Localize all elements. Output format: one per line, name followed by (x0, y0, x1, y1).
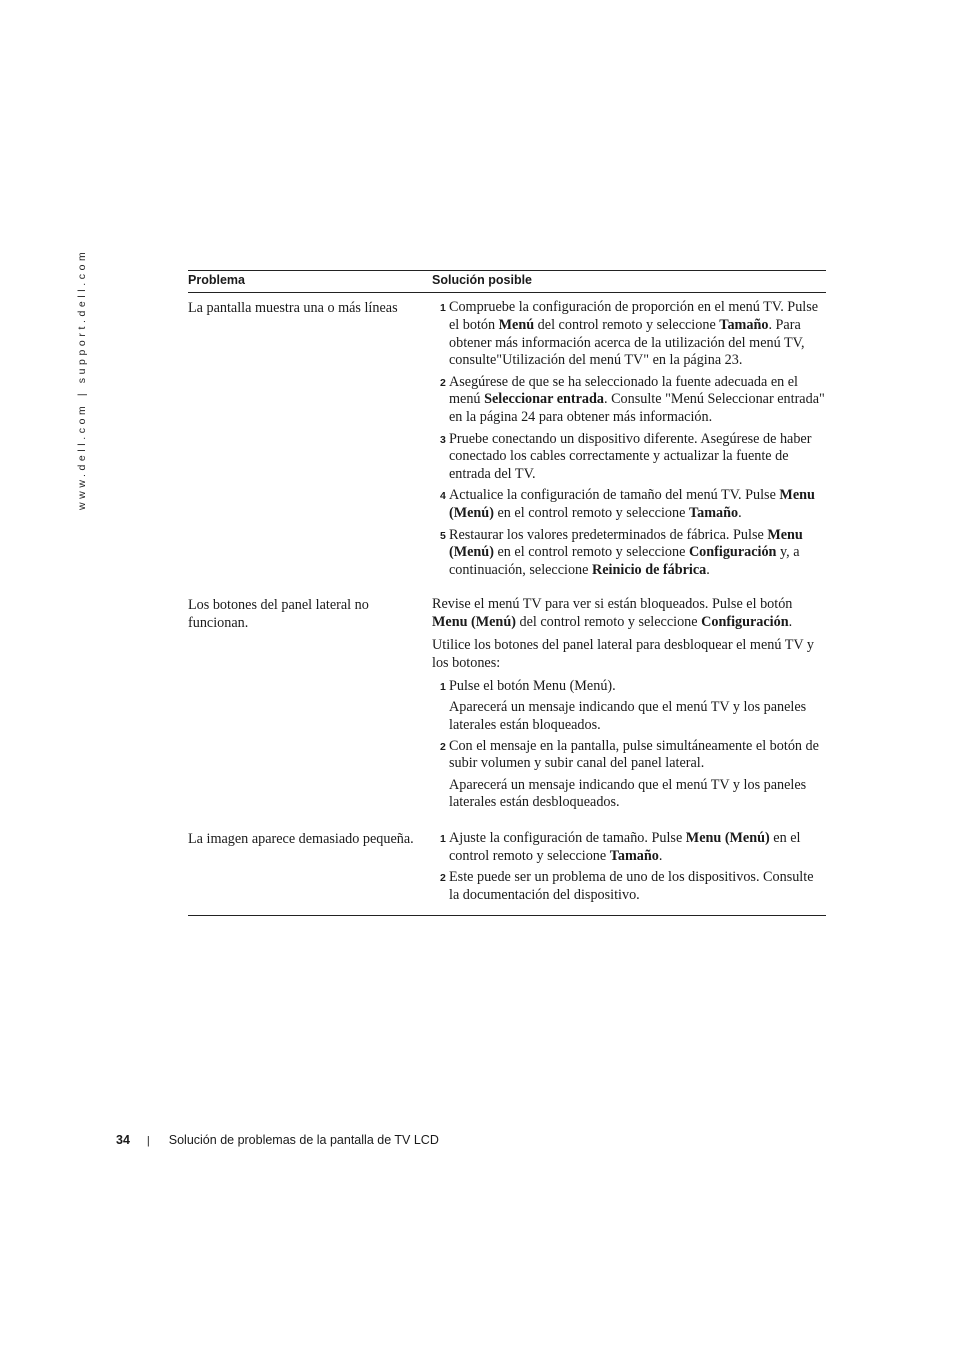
solution-step (432, 527, 826, 580)
table-header (188, 270, 826, 293)
step-number: 4 (440, 490, 446, 503)
step-number: 2 (440, 376, 446, 389)
solution-cell (432, 596, 826, 812)
step-text (449, 299, 818, 368)
step-text (449, 487, 815, 521)
solution-step (432, 299, 826, 370)
side-url: www.dell.com | support.dell.com (76, 248, 88, 510)
solution-cell (432, 299, 826, 580)
header-solution: Solución posible (432, 273, 533, 287)
text-run: Asegúrese de que se ha seleccionado la fuente adecuada en el menú (449, 373, 798, 408)
step-note: Aparecerá un mensaje indicando que el menú TV y los paneles laterales están bloqueados. (449, 698, 807, 733)
bold-term: Configuración (701, 614, 789, 631)
bold-term: Tamaño (609, 848, 659, 865)
bold-term: Tamaño (719, 316, 769, 333)
bold-term: Seleccionar entrada (484, 391, 604, 408)
text-run: . Para obtener más información acerca de la utilización del menú TV, consulte"Utilización del menú TV" en la página 23. (449, 316, 805, 369)
table-row (188, 587, 826, 821)
text-run: . (706, 562, 710, 579)
text-run: Revise el menú TV para ver si están bloqueados. Pulse el botón (432, 596, 793, 613)
solution-paragraph: Utilice los botones del panel lateral para desbloquear el menú TV y los botones: (432, 637, 815, 671)
text-run: en el control remoto y seleccione (493, 505, 689, 522)
text-run: Ajuste la configuración de tamaño. Pulse (449, 830, 686, 847)
solution-step (432, 374, 826, 427)
step-text (449, 830, 800, 864)
solution-step (432, 830, 826, 866)
step-number: 5 (440, 529, 446, 542)
bold-term: Menú (498, 316, 535, 333)
text-run: en el control remoto y seleccione (449, 830, 801, 865)
solution-paragraph (432, 596, 826, 632)
text-run: en el control remoto y seleccione (493, 544, 689, 561)
step-number: 3 (440, 433, 446, 446)
text-run: Restaurar los valores predeterminados de fábrica. Pulse (449, 526, 768, 543)
text-run: . (658, 848, 663, 865)
text-run: del control remoto y seleccione (534, 316, 720, 333)
text-run: y, a continuación, seleccione (449, 544, 800, 579)
header-problem: Problema (188, 273, 245, 287)
bold-term: Configuración (688, 544, 777, 561)
problem-cell: La imagen aparece demasiado pequeña. (188, 831, 414, 848)
step-text (449, 527, 803, 579)
footer-separator: | (146, 1135, 150, 1147)
bold-term: Reinicio de fábrica (592, 562, 707, 579)
bold-term: Menu (Menú) (432, 614, 516, 631)
bold-term: Tamaño (688, 505, 739, 522)
table-body (188, 293, 826, 915)
step-number: 2 (440, 740, 446, 753)
solution-cell (432, 830, 826, 905)
solution-step (432, 738, 826, 774)
footer-title: Solución de problemas de la pantalla de TV LCD (168, 1133, 439, 1147)
step-note: Aparecerá un mensaje indicando que el menú TV y los paneles laterales están desbloqueados. (449, 776, 807, 811)
text-run: . (738, 505, 742, 522)
solution-step (432, 678, 826, 696)
step-text (449, 738, 819, 772)
table-row (188, 821, 826, 915)
page-number: 34 (116, 1133, 130, 1147)
step-text (449, 678, 616, 694)
text-run: Pruebe conectando un dispositivo diferente. Asegúrese de haber conectado los cables correctamente y actualizar la fuente de entrada del TV. (449, 430, 812, 483)
text-run: Pulse el botón Menu (Menú). (449, 677, 616, 694)
step-text (449, 869, 814, 903)
bold-term: Menu (Menú) (685, 830, 770, 847)
step-text (449, 374, 825, 426)
page-footer (116, 1133, 439, 1147)
troubleshooting-table (188, 270, 826, 916)
step-number: 1 (440, 302, 446, 314)
text-run: Compruebe la configuración de proporción en el menú TV. Pulse el botón (449, 299, 819, 333)
step-text (449, 431, 811, 483)
bold-term: Menu (Menú) (449, 487, 815, 522)
solution-step (432, 869, 826, 905)
problem-cell: Los botones del panel lateral no funcionan. (188, 597, 369, 632)
solution-step (432, 431, 826, 484)
solution-step (432, 487, 826, 523)
table-bottom-rule (188, 915, 826, 916)
table-row (188, 293, 826, 587)
text-run: Este puede ser un problema de uno de los dispositivos. Consulte la documentación del dispositivo. (449, 869, 814, 904)
text-run: . Consulte "Menú Seleccionar entrada" en la página 24 para obtener más información. (449, 391, 825, 426)
text-run: Actualice la configuración de tamaño del menú TV. Pulse (449, 487, 780, 504)
step-number: 1 (440, 680, 446, 693)
step-number: 2 (440, 872, 446, 885)
bold-term: Menu (Menú) (449, 526, 803, 561)
text-run: Con el mensaje en la pantalla, pulse simultáneamente el botón de subir volumen y subir canal del panel lateral. (449, 737, 819, 772)
text-run: del control remoto y seleccione (515, 614, 702, 631)
step-number: 1 (440, 833, 446, 846)
text-run: . (788, 614, 793, 631)
problem-cell: La pantalla muestra una o más líneas (188, 300, 398, 316)
